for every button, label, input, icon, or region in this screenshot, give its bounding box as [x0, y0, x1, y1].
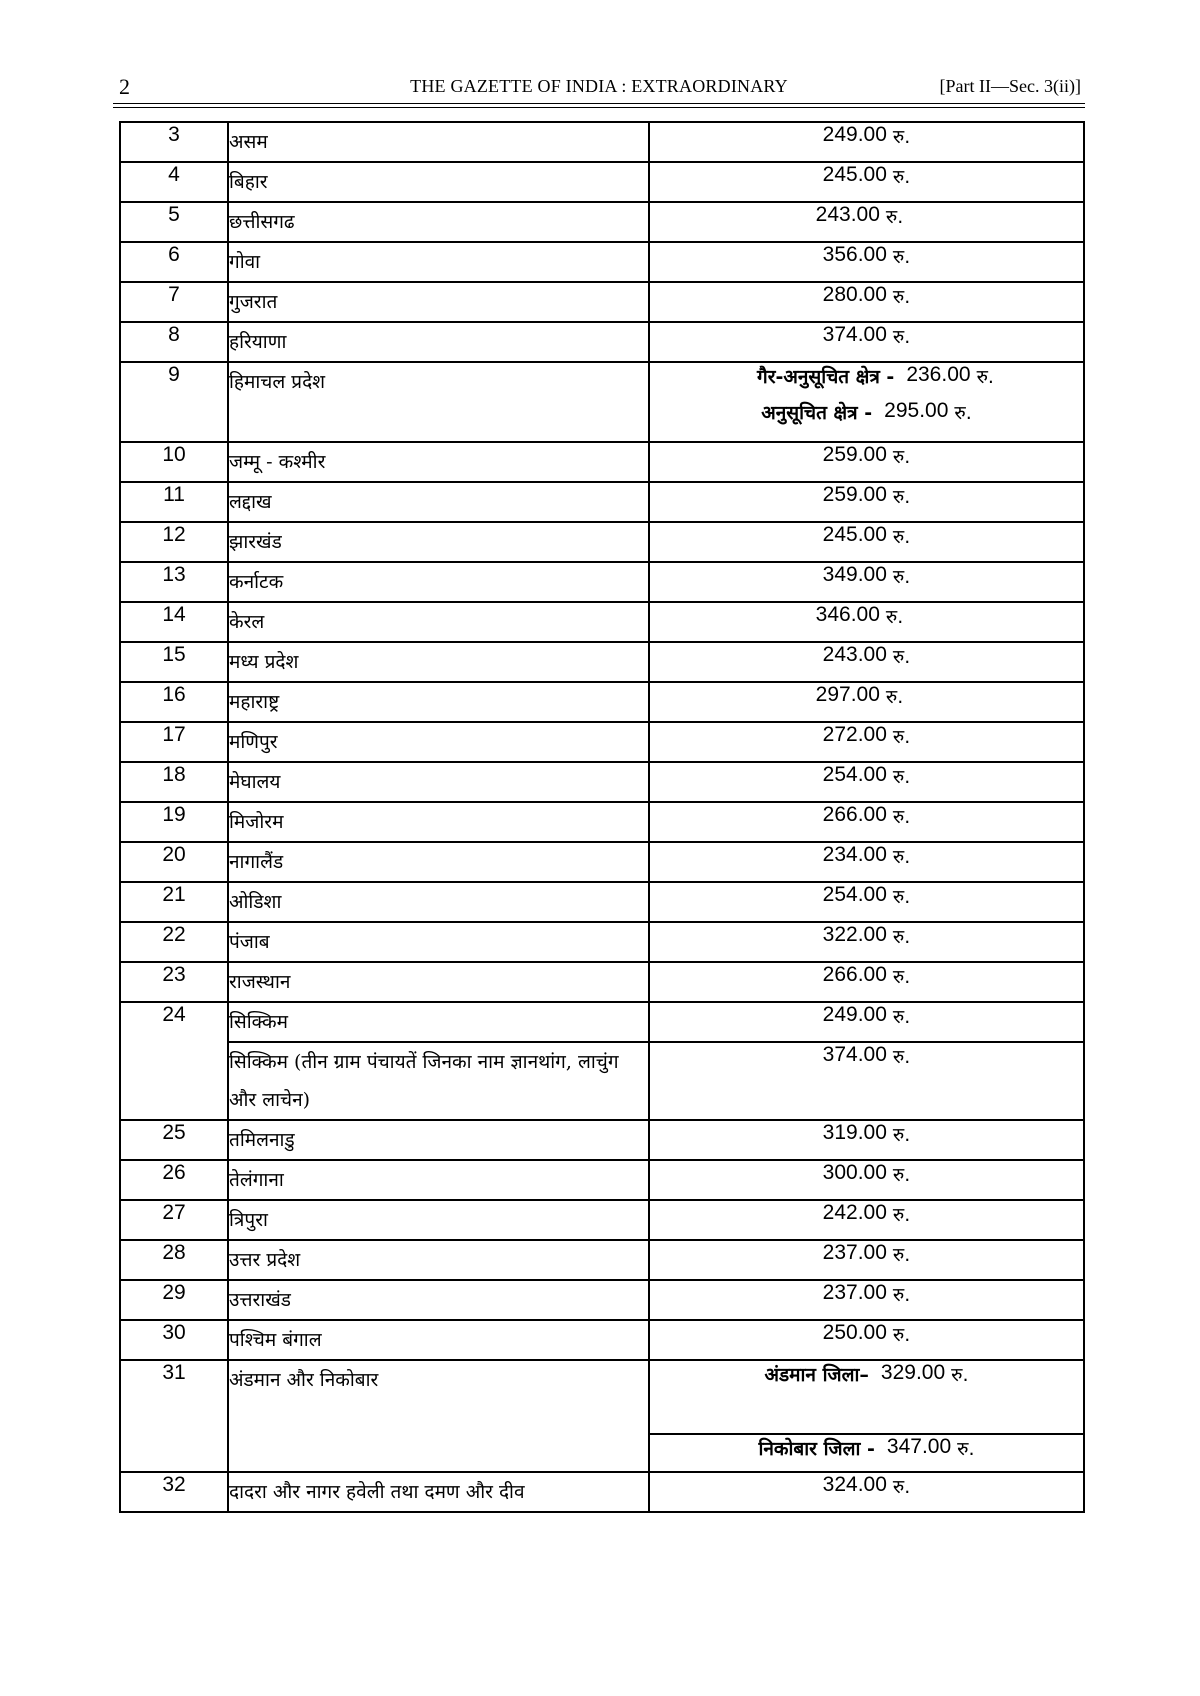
table-row: [120, 922, 1084, 962]
rate-unit: रु.: [892, 1476, 911, 1498]
rate-unit: रु.: [892, 246, 911, 268]
serial-number: 28: [120, 1240, 228, 1280]
serial-number: 10: [120, 442, 228, 482]
state-name: महाराष्ट्र: [228, 682, 649, 722]
rate-cell: [649, 922, 1084, 962]
rate-amount: 272.00: [822, 723, 887, 746]
rate-unit: रु.: [892, 566, 911, 588]
rate-amount: 259.00: [822, 483, 887, 506]
rate-unit: रु.: [892, 526, 911, 548]
rate-unit: रु.: [892, 646, 911, 668]
serial-number: 32: [120, 1472, 228, 1512]
table-row: [120, 962, 1084, 1002]
serial-number: 22: [120, 922, 228, 962]
rate-unit: रु.: [892, 486, 911, 508]
rate-cell: [649, 322, 1084, 362]
serial-number: 27: [120, 1200, 228, 1240]
rate-amount: 324.00: [822, 1473, 887, 1496]
serial-number: 25: [120, 1120, 228, 1160]
state-name: तेलंगाना: [228, 1160, 649, 1200]
table-row: [120, 202, 1084, 242]
state-name: असम: [228, 122, 649, 162]
rate-cell: [649, 682, 1084, 722]
rate-amount: 374.00: [822, 323, 887, 346]
rate-amount: 349.00: [822, 563, 887, 586]
serial-number: 5: [120, 202, 228, 242]
table-row: [120, 1320, 1084, 1360]
district-label: निकोबार जिला -: [758, 1438, 875, 1460]
rate-amount: 266.00: [822, 803, 887, 826]
rate-unit: रु.: [892, 326, 911, 348]
rate-amount: 245.00: [822, 163, 887, 186]
rate-cell: [649, 602, 1084, 642]
table-row: [120, 122, 1084, 162]
state-name: सिक्किम: [228, 1002, 649, 1042]
table-row: [120, 682, 1084, 722]
state-name: मणिपुर: [228, 722, 649, 762]
rate-cell: [649, 1120, 1084, 1160]
rate-amount: 346.00: [815, 603, 880, 626]
rate-cell: [649, 1042, 1084, 1120]
rate-unit: रु.: [976, 366, 994, 388]
state-name: झारखंड: [228, 522, 649, 562]
rate-amount: 234.00: [822, 843, 887, 866]
rate-unit: रु.: [892, 926, 911, 948]
state-name: दादरा और नागर हवेली तथा दमण और दीव: [228, 1472, 649, 1512]
rate-cell: [649, 842, 1084, 882]
rate-unit: रु.: [892, 1006, 911, 1028]
rate-unit: रु.: [892, 846, 911, 868]
table-row: [120, 242, 1084, 282]
rate-amount: 266.00: [822, 963, 887, 986]
rate-unit: रु.: [892, 886, 911, 908]
serial-number: 29: [120, 1280, 228, 1320]
rate-cell: [649, 762, 1084, 802]
rates-table: [119, 121, 1085, 1513]
rate-cell: [649, 122, 1084, 162]
rate-cell: [649, 1360, 1084, 1434]
rate-unit: रु.: [957, 1438, 975, 1460]
rate-unit: रु.: [892, 966, 911, 988]
table-row: [120, 442, 1084, 482]
rate-cell: [649, 642, 1084, 682]
state-name: लद्दाख: [228, 482, 649, 522]
state-name: कर्नाटक: [228, 562, 649, 602]
rate-amount: 356.00: [822, 243, 887, 266]
rate-amount: 374.00: [822, 1043, 887, 1066]
serial-number: 13: [120, 562, 228, 602]
serial-number: 16: [120, 682, 228, 722]
rate-cell: [649, 1200, 1084, 1240]
serial-number: 6: [120, 242, 228, 282]
header-rule: [113, 103, 1085, 104]
state-name: मेघालय: [228, 762, 649, 802]
state-name: मिजोरम: [228, 802, 649, 842]
serial-number: 4: [120, 162, 228, 202]
rate-cell: [649, 962, 1084, 1002]
rate-unit: रु.: [892, 446, 911, 468]
table-row: [120, 1200, 1084, 1240]
serial-number: 12: [120, 522, 228, 562]
state-name: हिमाचल प्रदेश: [228, 362, 649, 442]
rate-unit: रु.: [892, 1124, 911, 1146]
serial-number: 24: [120, 1002, 228, 1120]
rate-amount: 237.00: [822, 1241, 887, 1264]
state-name: त्रिपुरा: [228, 1200, 649, 1240]
rate-unit: रु.: [892, 726, 911, 748]
state-name: जम्मू - कश्मीर: [228, 442, 649, 482]
rate-unit: रु.: [892, 126, 911, 148]
rate-unit: रु.: [885, 686, 904, 708]
rate-amount: 254.00: [822, 763, 887, 786]
rate-cell: [649, 1434, 1084, 1472]
rate-amount: 347.00: [886, 1435, 952, 1458]
rate-amount: 254.00: [822, 883, 887, 906]
rate-amount: 242.00: [822, 1201, 887, 1224]
rate-amount: 259.00: [822, 443, 887, 466]
state-name: ओडिशा: [228, 882, 649, 922]
table-row: [120, 482, 1084, 522]
rate-unit: रु.: [892, 286, 911, 308]
rate-cell: [649, 362, 1084, 442]
rate-amount: 250.00: [822, 1321, 887, 1344]
rate-unit: रु.: [885, 606, 904, 628]
state-name: पंजाब: [228, 922, 649, 962]
serial-number: 9: [120, 362, 228, 442]
serial-number: 17: [120, 722, 228, 762]
rate-amount: 236.00: [906, 363, 971, 386]
rate-cell: [649, 482, 1084, 522]
rate-cell: [649, 522, 1084, 562]
rate-cell: [649, 282, 1084, 322]
table-row: [120, 522, 1084, 562]
state-name: गोवा: [228, 242, 649, 282]
serial-number: 20: [120, 842, 228, 882]
table-row: [120, 882, 1084, 922]
rate-unit: रु.: [954, 402, 972, 424]
table-row: [120, 362, 1084, 442]
state-name: तमिलनाडु: [228, 1120, 649, 1160]
rate-amount: 243.00: [822, 643, 887, 666]
serial-number: 15: [120, 642, 228, 682]
state-name: छत्तीसगढ: [228, 202, 649, 242]
rate-unit: रु.: [892, 166, 911, 188]
table-row: [120, 1280, 1084, 1320]
rate-cell: [649, 202, 1084, 242]
rate-amount: 245.00: [822, 523, 887, 546]
rate-unit: रु.: [892, 1244, 911, 1266]
serial-number: 23: [120, 962, 228, 1002]
serial-number: 31: [120, 1360, 228, 1472]
table-row: [120, 1042, 1084, 1120]
rate-unit: रु.: [892, 1324, 911, 1346]
state-name: उत्तराखंड: [228, 1280, 649, 1320]
serial-number: 26: [120, 1160, 228, 1200]
serial-number: 30: [120, 1320, 228, 1360]
state-name: मध्य प्रदेश: [228, 642, 649, 682]
rate-cell: [649, 562, 1084, 602]
rate-amount: 322.00: [822, 923, 887, 946]
serial-number: 18: [120, 762, 228, 802]
rate-cell: [649, 1160, 1084, 1200]
rate-unit: रु.: [892, 1046, 911, 1068]
rate-amount: 249.00: [822, 123, 887, 146]
table-row: [120, 802, 1084, 842]
state-name: बिहार: [228, 162, 649, 202]
rate-amount: 329.00: [880, 1361, 946, 1384]
table-row: [120, 1472, 1084, 1512]
table-row: [120, 642, 1084, 682]
serial-number: 11: [120, 482, 228, 522]
rate-unit: रु.: [892, 1164, 911, 1186]
state-name: सिक्किम (तीन ग्राम पंचायतें जिनका नाम ज्ञानथांग, लाचुंग और लाचेन): [228, 1042, 649, 1120]
rate-amount: 300.00: [822, 1161, 887, 1184]
state-name: केरल: [228, 602, 649, 642]
table-row: [120, 1160, 1084, 1200]
part-section: [Part II—Sec. 3(ii)]: [939, 76, 1081, 96]
rate-cell: [649, 1240, 1084, 1280]
district-label: अंडमान जिला–: [764, 1364, 869, 1386]
rate-amount: 280.00: [822, 283, 887, 306]
table-row: [120, 282, 1084, 322]
rate-unit: रु.: [885, 206, 904, 228]
rate-cell: [649, 1472, 1084, 1512]
rate-cell: [649, 882, 1084, 922]
serial-number: 8: [120, 322, 228, 362]
state-name: उत्तर प्रदेश: [228, 1240, 649, 1280]
gazette-title: THE GAZETTE OF INDIA : EXTRAORDINARY: [410, 76, 788, 96]
state-name: राजस्थान: [228, 962, 649, 1002]
rate-cell: [649, 722, 1084, 762]
rate-cell: [649, 1002, 1084, 1042]
rate-amount: 319.00: [822, 1121, 887, 1144]
table-row: [120, 1360, 1084, 1434]
rate-amount: 297.00: [815, 683, 880, 706]
serial-number: 7: [120, 282, 228, 322]
rate-amount: 243.00: [815, 203, 880, 226]
rate-cell: [649, 802, 1084, 842]
table-row: [120, 722, 1084, 762]
serial-number: 3: [120, 122, 228, 162]
rate-unit: रु.: [892, 806, 911, 828]
rate-unit: रु.: [951, 1364, 969, 1386]
rate-unit: रु.: [892, 1204, 911, 1226]
rate-amount: 295.00: [884, 399, 949, 422]
state-name: नागालैंड: [228, 842, 649, 882]
state-name: अंडमान और निकोबार: [228, 1360, 649, 1472]
table-row: [120, 1120, 1084, 1160]
serial-number: 14: [120, 602, 228, 642]
rate-unit: रु.: [892, 1284, 911, 1306]
table-row: [120, 162, 1084, 202]
rate-amount: 249.00: [822, 1003, 887, 1026]
table-row: [120, 562, 1084, 602]
header-rule-thin: [113, 107, 1085, 108]
table-row: [120, 1002, 1084, 1042]
table-row: [120, 842, 1084, 882]
serial-number: 21: [120, 882, 228, 922]
rate-cell: [649, 1320, 1084, 1360]
area-label: गैर-अनुसूचित क्षेत्र -: [757, 366, 895, 388]
rate-unit: रु.: [892, 766, 911, 788]
rate-cell: [649, 442, 1084, 482]
rate-cell: [649, 162, 1084, 202]
page-header: [113, 74, 1085, 102]
table-row: [120, 322, 1084, 362]
table-row: [120, 762, 1084, 802]
serial-number: 19: [120, 802, 228, 842]
table-row: [120, 602, 1084, 642]
rate-amount: 237.00: [822, 1281, 887, 1304]
page-number: 2: [119, 74, 130, 99]
rate-cell: [649, 242, 1084, 282]
state-name: हरियाणा: [228, 322, 649, 362]
table-row: [120, 1240, 1084, 1280]
state-name: पश्चिम बंगाल: [228, 1320, 649, 1360]
rate-cell: [649, 1280, 1084, 1320]
state-name: गुजरात: [228, 282, 649, 322]
area-label: अनुसूचित क्षेत्र -: [761, 402, 873, 424]
